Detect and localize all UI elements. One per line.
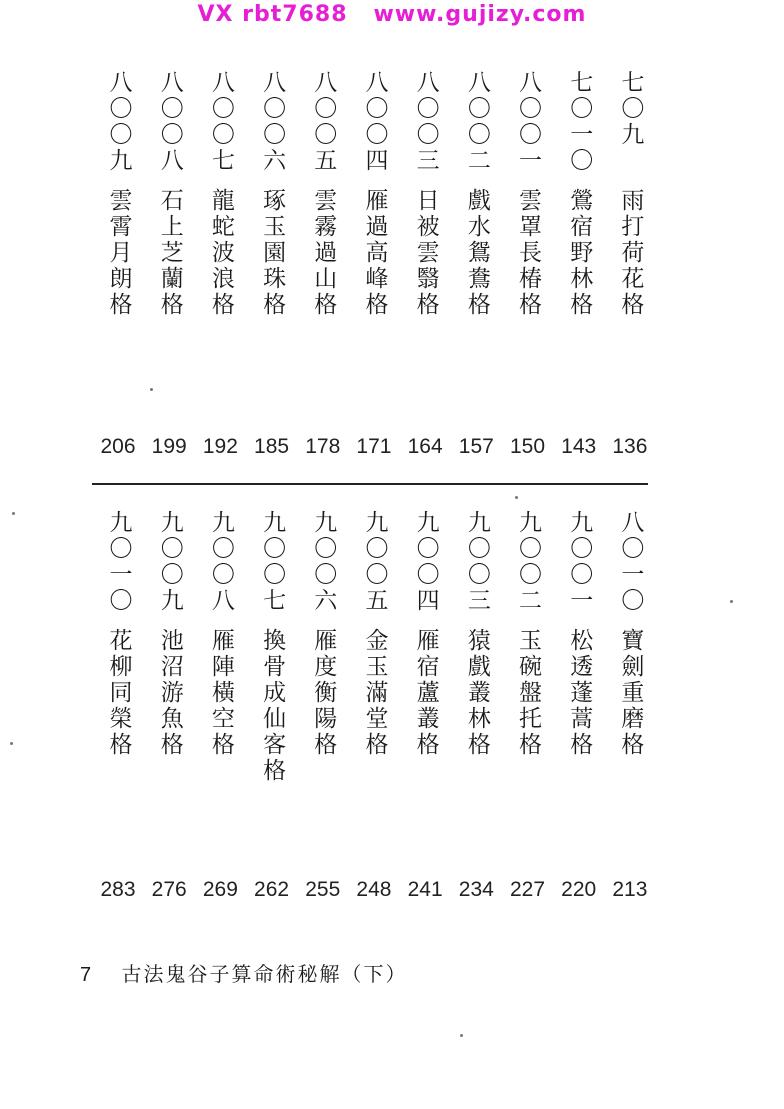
entry-page-number: 157 (458, 435, 494, 458)
entry-page-number: 234 (458, 878, 494, 901)
entry-number: 九〇〇一 (566, 510, 593, 614)
entry-page-number: 262 (254, 878, 290, 901)
entry-number: 八〇〇一 (515, 70, 541, 174)
toc-entry (403, 510, 447, 818)
entry-page-number: 150 (509, 435, 546, 458)
watermark-text: VX rbt7688 www.gujizy.com (197, 2, 587, 27)
entry-page-number: 192 (202, 435, 238, 458)
section-divider (92, 483, 648, 485)
entry-number: 七〇九 (617, 70, 644, 148)
entry-title: 雲罩長椿格 (515, 188, 541, 318)
entry-number: 九〇〇三 (463, 510, 490, 614)
toc-entry (608, 510, 652, 818)
entry-page-number: 213 (612, 878, 648, 901)
entry-page-number: 255 (305, 878, 341, 901)
entry-number: 九〇〇六 (310, 510, 337, 614)
toc-entry (608, 70, 652, 378)
toc-entry (403, 70, 447, 378)
toc-entry (557, 70, 601, 378)
entry-title: 雁度衡陽格 (310, 628, 337, 758)
toc-entry (96, 70, 140, 378)
page-number: 7 (80, 964, 94, 986)
toc-entry (557, 510, 601, 818)
entry-page-number: 171 (356, 435, 392, 458)
entry-page-number: 269 (202, 878, 238, 901)
entry-page-number: 241 (407, 878, 443, 901)
entry-number: 九〇〇二 (515, 510, 541, 614)
entry-number: 八〇〇二 (463, 70, 490, 174)
toc-entry (198, 70, 242, 378)
entry-page-number: 143 (561, 435, 597, 458)
entry-page-number: 283 (100, 878, 136, 901)
scan-speck (460, 1034, 463, 1037)
toc-section-bottom (96, 510, 656, 901)
entry-title: 玉碗盤托格 (515, 628, 541, 758)
entry-number: 八〇〇三 (412, 70, 439, 174)
entry-title: 雁過高峰格 (361, 188, 388, 318)
entry-page-number: 276 (151, 878, 187, 901)
entry-page-number: 248 (356, 878, 392, 901)
toc-entry (147, 510, 191, 818)
toc-entry (506, 510, 550, 818)
entry-page-number: 164 (407, 435, 443, 458)
entry-page-number: 220 (561, 878, 597, 901)
entry-number: 八〇〇八 (156, 70, 183, 174)
book-title: 古法鬼谷子算命術秘解（下） (121, 962, 408, 986)
toc-entry (198, 510, 242, 818)
entry-number: 八〇〇五 (310, 70, 337, 174)
toc-entry (301, 70, 345, 378)
toc-entry (301, 510, 345, 818)
toc-entry (506, 70, 550, 378)
entry-page-number: 227 (509, 878, 546, 901)
entry-title: 金玉滿堂格 (361, 628, 388, 758)
scan-speck (10, 742, 13, 745)
entry-number: 八〇一〇 (617, 510, 644, 614)
entry-number: 八〇〇六 (259, 70, 286, 174)
entry-title: 雲霧過山格 (310, 188, 337, 318)
entry-number: 八〇〇四 (361, 70, 388, 174)
toc-entry (96, 510, 140, 818)
entry-title: 石上芝蘭格 (156, 188, 183, 318)
toc-entry (454, 70, 498, 378)
entry-title: 日被雲翳格 (412, 188, 439, 318)
entry-page-number: 185 (254, 435, 290, 458)
entry-number: 九〇〇八 (207, 510, 234, 614)
entry-number: 九〇〇七 (259, 510, 286, 614)
entry-number: 八〇〇七 (207, 70, 234, 174)
entry-number: 七〇一〇 (566, 70, 593, 174)
toc-entry (352, 510, 396, 818)
entry-title: 鶯宿野林格 (566, 188, 593, 318)
toc-entry (454, 510, 498, 818)
entry-page-number: 199 (151, 435, 187, 458)
entry-page-number: 178 (305, 435, 341, 458)
entry-page-number: 206 (100, 435, 136, 458)
scan-speck (515, 496, 518, 499)
toc-entry (250, 510, 294, 818)
entry-title: 換骨成仙客格 (259, 628, 286, 784)
entry-title: 寶劍重磨格 (617, 628, 644, 758)
entry-title: 戲水鴛鴦格 (463, 188, 490, 318)
toc-entry (147, 70, 191, 378)
entry-title: 猿戲叢林格 (463, 628, 490, 758)
scan-speck (730, 600, 733, 603)
entry-title: 雁陣橫空格 (207, 628, 234, 758)
scan-speck (12, 512, 15, 515)
entry-title: 琢玉園珠格 (259, 188, 286, 318)
entry-title: 松透蓬蒿格 (566, 628, 593, 758)
entry-number: 九〇〇四 (412, 510, 439, 614)
entry-title: 雲霄月朗格 (105, 188, 132, 318)
toc-entry (352, 70, 396, 378)
entry-number: 八〇〇九 (105, 70, 132, 174)
entry-title: 池沼游魚格 (156, 628, 183, 758)
entry-number: 九〇〇五 (361, 510, 388, 614)
entry-title: 雨打荷花格 (617, 188, 644, 318)
toc-entry (250, 70, 294, 378)
entry-title: 雁宿蘆叢格 (412, 628, 439, 758)
scan-speck (150, 388, 153, 391)
entry-title: 龍蛇波浪格 (207, 188, 234, 318)
entry-number: 九〇一〇 (105, 510, 132, 614)
page-footer (80, 958, 407, 987)
entry-page-number: 136 (612, 435, 648, 458)
entry-number: 九〇〇九 (156, 510, 183, 614)
toc-section-top (96, 70, 656, 458)
entry-title: 花柳同榮格 (105, 628, 132, 758)
